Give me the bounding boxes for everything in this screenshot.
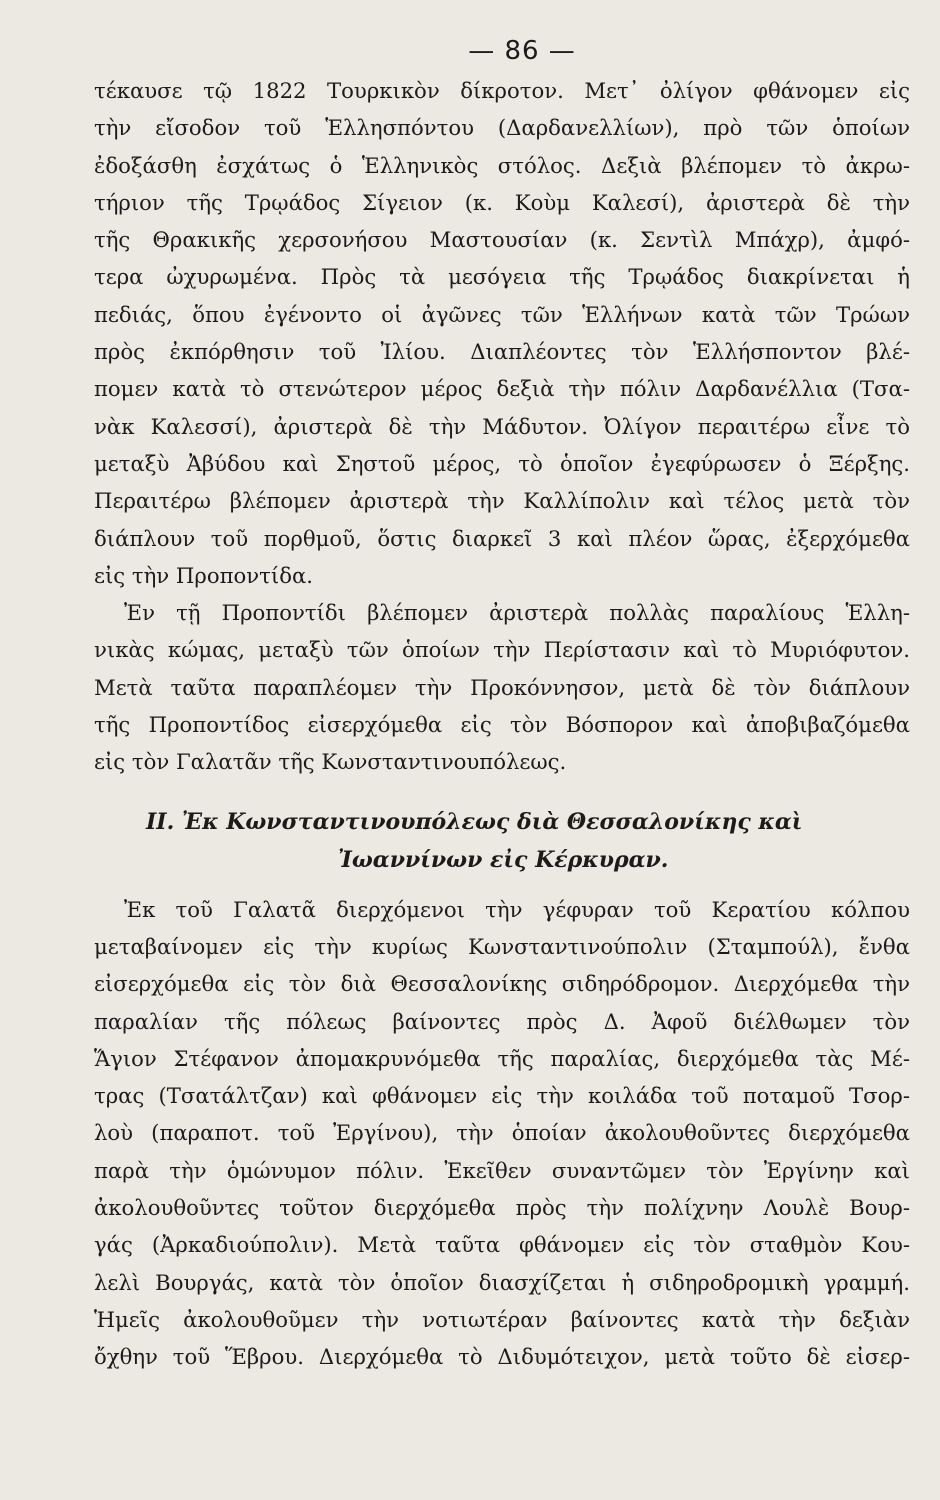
text-line: νὰκ Καλεσσί), ἀριστερὰ δὲ τὴν Μάδυτον. Ὀλίγον περαιτέρω εἶνε τὸ [94, 413, 910, 439]
text-line: τὴν εἴσοδον τοῦ Ἑλλησπόντου (Δαρδανελλίων), πρὸ τῶν ὁποίων [94, 115, 910, 141]
text-line: λοὺ (παραποτ. τοῦ Ἐργίνου), τὴν ὁποίαν ἀκολουθοῦντες διερχόμεθα [94, 1120, 910, 1146]
section-heading-line: II. Ἐκ Κωνσταντινουπόλεως διὰ Θεσσαλονίκης καὶ [146, 808, 803, 835]
section-heading [94, 803, 910, 879]
text-line: μεταβαίνομεν εἰς τὴν κυρίως Κωνσταντινούπολιν (Σταμπούλ), ἔνθα [94, 933, 910, 959]
paragraph-hellespont [94, 72, 910, 594]
paragraph-propontis [94, 594, 910, 780]
text-line: Ἡμεῖς ἀκολουθοῦμεν τὴν νοτιωτέραν βαίνοντες κατὰ τὴν δεξιὰν [94, 1306, 910, 1332]
text-line: Περαιτέρω βλέπομεν ἀριστερὰ τὴν Καλλίπολιν καὶ τέλος μετὰ τὸν [94, 488, 910, 514]
text-line: πρὸς ἐκπόρθησιν τοῦ Ἰλίου. Διαπλέοντες τὸν Ἑλλήσποντον βλέ- [94, 339, 910, 365]
text-line: νικὰς κώμας, μεταξὺ τῶν ὁποίων τὴν Περίστασιν καὶ τὸ Μυριόφυτον. [94, 637, 910, 663]
section-heading-line: Ἰωαννίνων εἰς Κέρκυραν. [338, 846, 669, 873]
text-line: πεδιάς, ὅπου ἐγένοντο οἱ ἀγῶνες τῶν Ἑλλήνων κατὰ τῶν Τρώων [94, 301, 910, 327]
text-line: διάπλουν τοῦ πορθμοῦ, ὅστις διαρκεῖ 3 καὶ πλέον ὥρας, ἐξερχόμεθα [94, 525, 910, 551]
text-line: λελὶ Βουργάς, κατὰ τὸν ὁποῖον διασχίζεται ἡ σιδηροδρομικὴ γραμμή. [94, 1269, 910, 1295]
text-line: τέκαυσε τῷ 1822 Τουρκικὸν δίκροτον. Μετ᾽ ὀλίγον φθάνομεν εἰς [94, 78, 910, 103]
text-line: πομεν κατὰ τὸ στενώτερον μέρος δεξιὰ τὴν πόλιν Δαρδανέλλια (Τσα- [94, 376, 910, 402]
text-line: Ἅγιον Στέφανον ἀπομακρυνόμεθα τῆς παραλίας, διερχόμεθα τὰς Μέ- [94, 1045, 910, 1071]
text-line: ἐδοξάσθη ἐσχάτως ὁ Ἑλληνικὸς στόλος. Δεξιὰ βλέπομεν τὸ ἀκρω- [94, 152, 910, 178]
text-line: εἰς τὸν Γαλατᾶν τῆς Κωνσταντινουπόλεως. [94, 749, 567, 775]
paragraph-route [94, 891, 910, 1376]
text-line: ἀκολουθοῦντες τοῦτον διερχόμεθα πρὸς τὴν πολίχνην Λουλὲ Βουρ- [94, 1195, 910, 1221]
text-line: εἰς τὴν Προποντίδα. [94, 562, 313, 588]
page-number: — 86 — [468, 36, 576, 66]
text-line: τρας (Τσατάλτζαν) καὶ φθάνομεν εἰς τὴν κοιλάδα τοῦ ποταμοῦ Τσορ- [94, 1083, 910, 1109]
text-line: τῆς Προποντίδος εἰσερχόμεθα εἰς τὸν Βόσπορον καὶ ἀποβιβαζόμεθα [94, 712, 910, 738]
text-line: Ἐκ τοῦ Γαλατᾶ διερχόμενοι τὴν γέφυραν τοῦ Κερατίου κόλπου [124, 896, 910, 922]
text-line: ὄχθην τοῦ Ἕβρου. Διερχόμεθα τὸ Διδυμότειχον, μετὰ τοῦτο δὲ εἰσερ- [94, 1344, 910, 1370]
text-line: τερα ὠχυρωμένα. Πρὸς τὰ μεσόγεια τῆς Τρῳάδος διακρίνεται ἡ [94, 264, 910, 290]
text-line: Ἐν τῇ Προποντίδι βλέπομεν ἀριστερὰ πολλὰς παραλίους Ἑλλη- [124, 600, 910, 626]
text-line: Μετὰ ταῦτα παραπλέομεν τὴν Προκόννησον, μετὰ δὲ τὸν διάπλουν [94, 674, 910, 700]
text-line: μεταξὺ Ἀβύδου καὶ Σηστοῦ μέρος, τὸ ὁποῖον ἐγεφύρωσεν ὁ Ξέρξης. [94, 450, 910, 476]
text-line: παρὰ τὴν ὁμώνυμον πόλιν. Ἐκεῖθεν συναντῶμεν τὸν Ἐργίνην καὶ [94, 1157, 910, 1183]
text-line: τῆς Θρακικῆς χερσονήσου Μαστουσίαν (κ. Σεντὶλ Μπάχρ), ἀμφό- [94, 227, 910, 253]
text-line: γάς (Ἀρκαδιούπολιν). Μετὰ ταῦτα φθάνομεν εἰς τὸν σταθμὸν Κου- [94, 1232, 910, 1258]
text-line: παραλίαν τῆς πόλεως βαίνοντες πρὸς Δ. Ἀφοῦ διέλθωμεν τὸν [94, 1008, 910, 1034]
text-line: εἰσερχόμεθα εἰς τὸν διὰ Θεσσαλονίκης σιδηρόδρομον. Διερχόμεθα τὴν [94, 971, 910, 997]
text-line: τήριον τῆς Τρῳάδος Σίγειον (κ. Κοὺμ Καλεσί), ἀριστερὰ δὲ τὴν [94, 189, 910, 215]
